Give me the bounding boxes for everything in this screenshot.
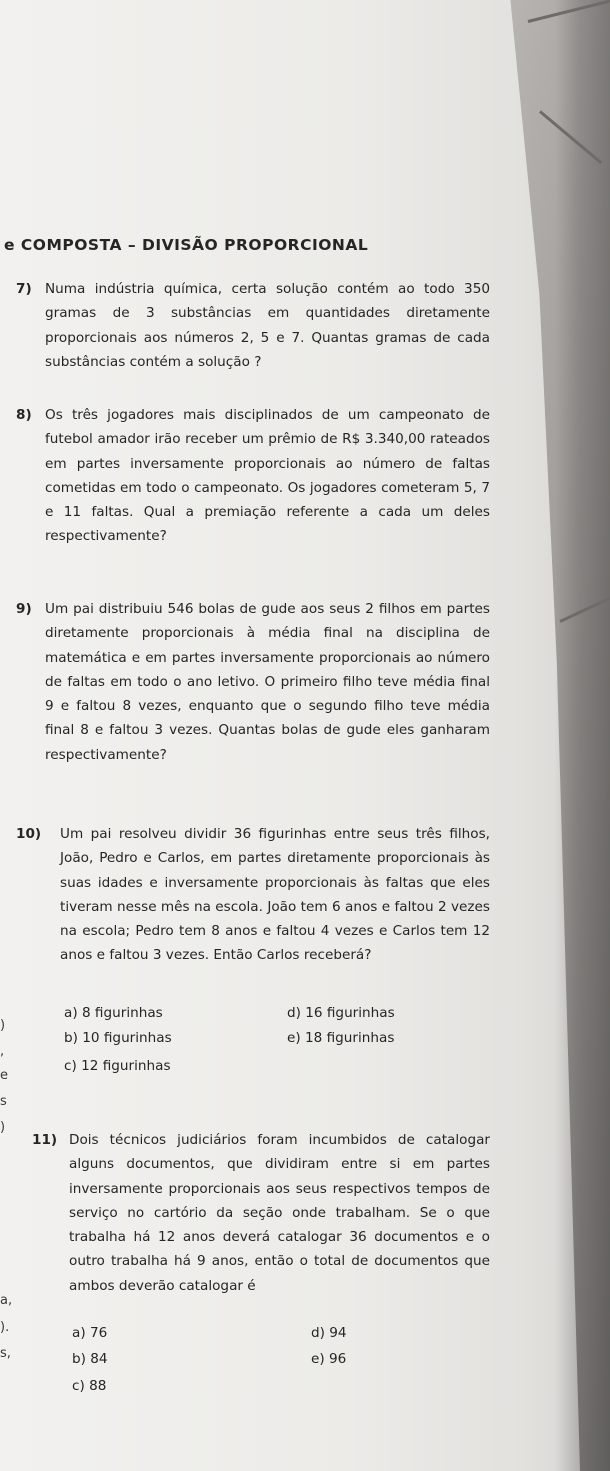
margin-mark: s — [0, 1094, 7, 1109]
option-e[interactable]: e) 96 — [311, 1351, 347, 1367]
margin-mark: ). — [0, 1320, 10, 1335]
question-10 — [16, 822, 490, 968]
option-c[interactable]: c) 88 — [72, 1378, 107, 1394]
option-d[interactable]: d) 94 — [311, 1325, 347, 1341]
question-9 — [16, 597, 490, 767]
question-text: Um pai distribuiu 546 bolas de gude aos seus 2 filhos em partes diretamente proporcionais à média final na disciplina de matemática e em partes inversamente proporcionais ao número de faltas em todo o ano letivo. O primeiro filho teve média final 9 e faltou 8 vezes, enquanto que o segundo filho teve média final 8 e faltou 3 vezes. Quantas bolas de gude eles ganharam respectivamente? — [45, 601, 490, 763]
margin-mark: ) — [0, 1018, 6, 1033]
option-b[interactable]: b) 84 — [72, 1351, 108, 1367]
margin-mark: s, — [0, 1346, 11, 1361]
margin-mark: ) — [0, 1120, 6, 1135]
question-text: Os três jogadores mais disciplinados de um campeonato de futebol amador irão receber um prêmio de R$ 3.340,00 rateados em partes inversamente proporcionais ao número de faltas cometidas em todo o campeonato. Os jogadores cometeram 5, 7 e 11 faltas. Qual a premiação referente a cada um deles respectivamente? — [45, 407, 490, 545]
margin-mark: e — [0, 1068, 8, 1083]
question-8 — [16, 403, 490, 549]
question-number: 10) — [16, 826, 42, 842]
question-text: Numa indústria química, certa solução contém ao todo 350 gramas de 3 substâncias em quantidades diretamente proporcionais aos números 2, 5 e 7. Quantas gramas de cada substâncias contém a solução ? — [45, 281, 490, 370]
option-d[interactable]: d) 16 figurinhas — [287, 1005, 395, 1021]
question-number: 9) — [16, 601, 32, 617]
option-a[interactable]: a) 76 — [72, 1325, 108, 1341]
question-number: 8) — [16, 407, 32, 423]
question-text: Dois técnicos judiciários foram incumbidos de catalogar alguns documentos, que dividiram entre si em partes inversamente proporcionais aos seus respectivos tempos de serviço no cartório da seção onde trabalham. Se o que trabalha há 12 anos deverá catalogar 36 documentos e o outro trabalha há 9 anos, então o total de documentos que ambos deverão catalogar é — [69, 1132, 490, 1294]
margin-mark: , — [0, 1044, 5, 1059]
question-number: 7) — [16, 281, 32, 297]
option-c[interactable]: c) 12 figurinhas — [64, 1058, 171, 1074]
question-7 — [16, 277, 490, 374]
margin-mark: a, — [0, 1293, 13, 1308]
question-11 — [16, 1128, 490, 1298]
option-e[interactable]: e) 18 figurinhas — [287, 1030, 395, 1046]
option-b[interactable]: b) 10 figurinhas — [64, 1030, 172, 1046]
question-text: Um pai resolveu dividir 36 figurinhas entre seus três filhos, João, Pedro e Carlos, em partes diretamente proporcionais às suas idades e inversamente proporcionais às faltas que eles tiveram nesse mês na escola. João tem 6 anos e faltou 2 vezes na escola; Pedro tem 8 anos e faltou 4 vezes e Carlos tem 12 anos e faltou 3 vezes. Então Carlos receberá? — [60, 826, 490, 964]
section-title: e COMPOSTA – DIVISÃO PROPORCIONAL — [4, 236, 369, 254]
question-number: 11) — [32, 1132, 58, 1148]
option-a[interactable]: a) 8 figurinhas — [64, 1005, 163, 1021]
